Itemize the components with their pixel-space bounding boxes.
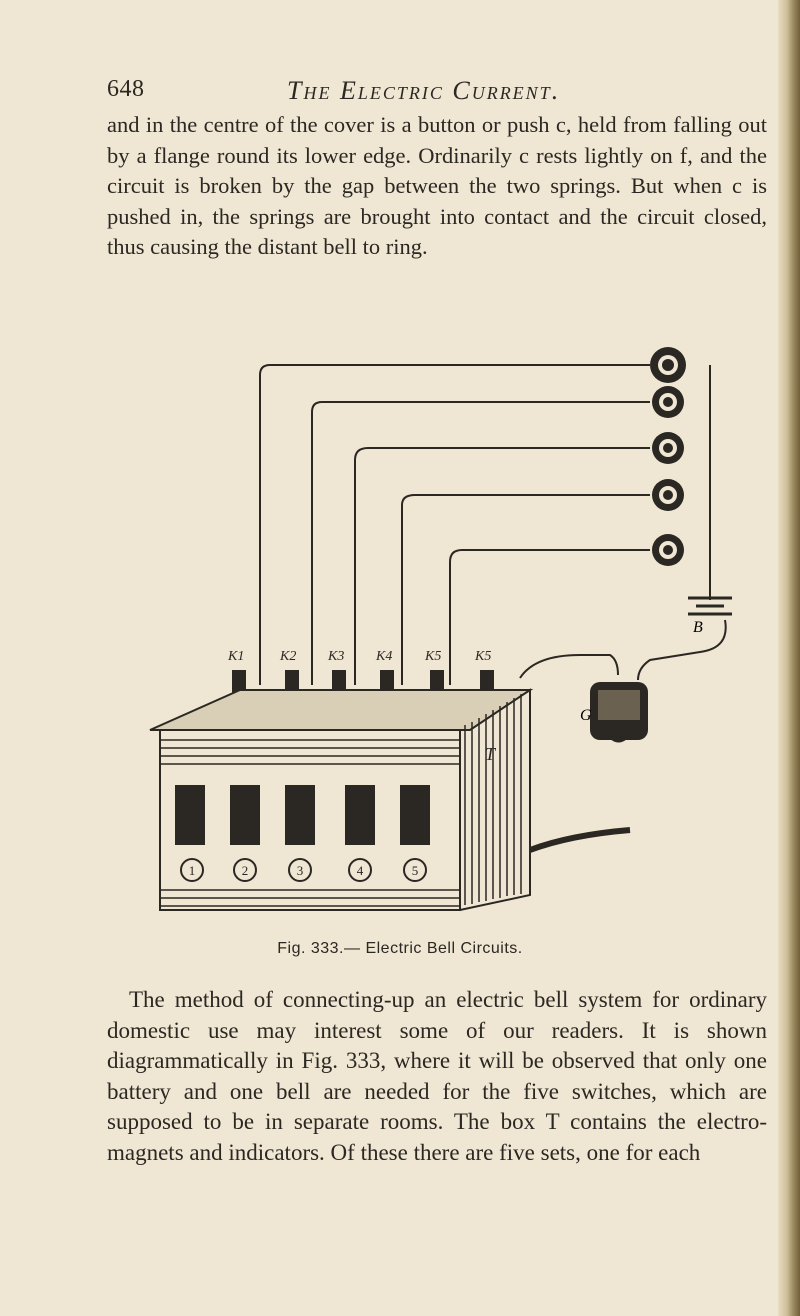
box-label: T — [485, 744, 496, 764]
indicator-number-1: 1 — [188, 863, 196, 878]
switch-label-5: K5 — [425, 649, 442, 664]
push-1-icon — [650, 347, 686, 383]
bell-icon — [590, 682, 648, 743]
switch-label-4: K4 — [376, 649, 393, 664]
switch-label-1: K1 — [228, 649, 245, 664]
indicator-number-3: 3 — [296, 863, 304, 878]
push-buttons — [650, 347, 686, 566]
page-edge-shadow — [778, 0, 800, 1316]
push-3-icon — [652, 432, 684, 464]
paragraph-top — [107, 110, 767, 263]
push-4-icon — [652, 479, 684, 511]
switch-label-3: K3 — [328, 649, 345, 664]
running-head — [107, 76, 767, 110]
wire-5 — [450, 550, 650, 685]
switch-label-2: K2 — [280, 649, 297, 664]
indicator-box — [150, 690, 630, 910]
paragraph-bottom-text: The method of connecting-up an electric bell system for ordinary domestic use may interest some of our readers. It is shown diagrammatically in Fig. 333, where it will be observed that only one battery and one bell are needed for the five switches, which are supposed to be in separate rooms. The box T contains the electro-magnets and indicators. Of these there are five sets, one for each — [107, 987, 767, 1165]
indicator-number-5: 5 — [411, 863, 419, 878]
wire-1 — [260, 365, 650, 685]
wire-switch-return — [520, 655, 618, 678]
indicator-number-2: 2 — [241, 863, 249, 878]
wire-bell — [638, 620, 726, 680]
running-title: The Electric Current. — [287, 76, 561, 105]
battery-icon — [688, 598, 732, 614]
paragraph-bottom — [107, 985, 767, 1169]
bell-label: G — [580, 707, 592, 724]
figure-electric-bell-circuits — [140, 330, 760, 930]
switch-label-6: K5 — [475, 649, 492, 664]
paragraph-top-text: and in the centre of the cover is a button or push c, held from falling out by a flange round its lower edge. Ordinarily c rests lightly on f, and the circuit is broken by the gap between the two springs. But when c is pushed in, the springs are brought into contact and the circuit closed, thus causing the distant bell to ring. — [107, 112, 767, 260]
figure-caption: Fig. 333.— Electric Bell Circuits. — [277, 940, 523, 957]
circuit-diagram — [140, 330, 760, 930]
page-number: 648 — [107, 76, 145, 102]
push-5-icon — [652, 534, 684, 566]
wire-3 — [355, 448, 650, 685]
battery-label: B — [693, 619, 703, 636]
wire-2 — [312, 402, 650, 685]
push-2-icon — [652, 386, 684, 418]
indicator-number-4: 4 — [356, 863, 364, 878]
